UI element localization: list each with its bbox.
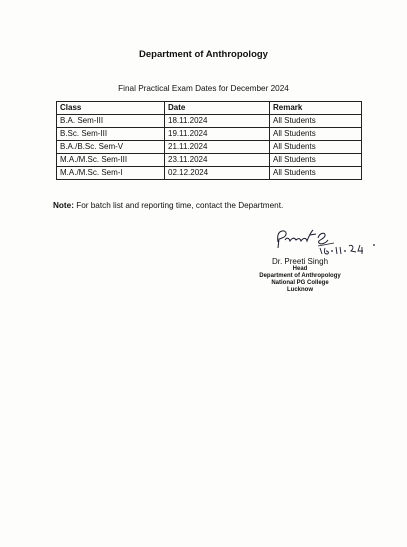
cell-class: B.A./B.Sc. Sem-V bbox=[57, 141, 165, 154]
signatory-department: Department of Anthropology bbox=[259, 273, 341, 279]
cell-date: 19.11.2024 bbox=[165, 128, 270, 141]
note-paragraph bbox=[53, 201, 383, 210]
column-header-remark: Remark bbox=[270, 102, 362, 115]
exam-schedule-table bbox=[56, 101, 362, 180]
note-text: For batch list and reporting time, contact the Department. bbox=[73, 201, 284, 210]
column-header-date: Date bbox=[165, 102, 270, 115]
cell-date: 18.11.2024 bbox=[165, 115, 270, 128]
cell-remark: All Students bbox=[270, 115, 362, 128]
exam-dates-subtitle: Final Practical Exam Dates for December 2024 bbox=[118, 84, 289, 93]
department-title: Department of Anthropology bbox=[139, 49, 268, 60]
cell-class: B.A. Sem-III bbox=[57, 115, 165, 128]
cell-class: M.A./M.Sc. Sem-III bbox=[57, 154, 165, 167]
handwritten-signature bbox=[270, 220, 390, 258]
signatory-city: Lucknow bbox=[286, 287, 313, 293]
cell-remark: All Students bbox=[270, 154, 362, 167]
table-row bbox=[57, 115, 362, 128]
table-header-row bbox=[57, 102, 362, 115]
cell-remark: All Students bbox=[270, 141, 362, 154]
note-label: Note: bbox=[53, 201, 74, 210]
cell-class: M.A./M.Sc. Sem-I bbox=[57, 167, 165, 180]
table-row bbox=[57, 154, 362, 167]
cell-date: 21.11.2024 bbox=[165, 141, 270, 154]
cell-class: B.Sc. Sem-III bbox=[57, 128, 165, 141]
table-row bbox=[57, 128, 362, 141]
column-header-class: Class bbox=[57, 102, 165, 115]
cell-date: 23.11.2024 bbox=[165, 154, 270, 167]
signatory-name: Dr. Preeti Singh bbox=[271, 257, 329, 266]
table-row bbox=[57, 141, 362, 154]
cell-remark: All Students bbox=[270, 128, 362, 141]
signature-block bbox=[240, 257, 360, 294]
signatory-designation: Head bbox=[292, 266, 308, 272]
cell-remark: All Students bbox=[270, 167, 362, 180]
table-row bbox=[57, 167, 362, 180]
cell-date: 02.12.2024 bbox=[165, 167, 270, 180]
signatory-college: National PG College bbox=[271, 280, 329, 286]
